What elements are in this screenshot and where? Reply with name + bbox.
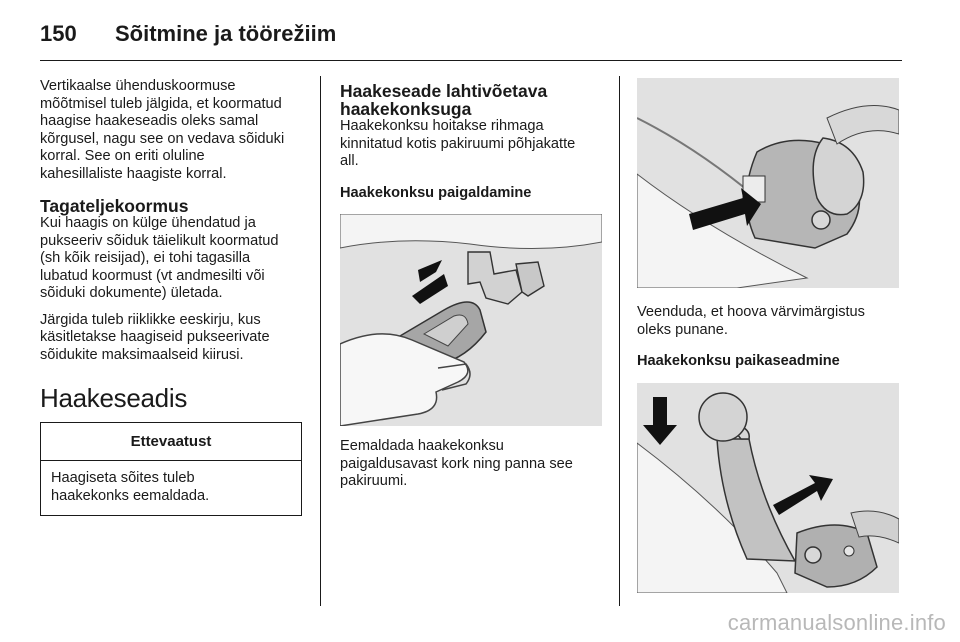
illustration-hitch-alignment [637, 383, 899, 593]
main-heading: Haakeseadis [40, 383, 188, 413]
page-header [40, 14, 336, 54]
header-rule [40, 60, 902, 61]
right-column [637, 78, 902, 593]
column-divider [320, 76, 321, 606]
illustration-hitch-socket [637, 78, 899, 288]
section-heading: Tagateljekoormus [40, 196, 189, 216]
illustration-hitch-cap-removal [340, 214, 602, 426]
chapter-title: Sõitmine ja töörežiim [115, 21, 337, 46]
middle-column [340, 78, 605, 500]
intro-paragraph: Haakekonksu hoitakse rihmaga kinnitatud kotis pakiruumi põhjakatte all. [340, 118, 576, 169]
image-caption: Eemaldada haakekonksu paigaldusavast kork ning panna see pakiruumi. [340, 438, 573, 489]
left-column [40, 78, 310, 516]
subheading: Haakekonksu paigaldamine [340, 184, 532, 201]
column-divider [619, 76, 620, 606]
section-heading: Haakeseade lahtivõetava haakekonksuga [340, 81, 548, 119]
watermark: carmanualsonline.info [727, 610, 946, 635]
intro-paragraph: Vertikaalse ühenduskoormuse mõõtmisel tuleb jälgida, et koormatud haagise haakeseadis oleks samal kõrgusel, nagu see on vedava sõiduki korral. See on eriti oluline kahesillaliste haagiste korral. [40, 78, 285, 182]
caution-title: Ettevaatust [41, 423, 301, 462]
section-paragraph: Kui haagis on külge ühendatud ja pukseeriv sõiduk täielikult koormatud (sh kõik reisijad), ei tohi tagasilla lubatud koormust (vt andmesilti või sõiduki dokumente) ületada. [40, 215, 279, 301]
caution-text: Haagiseta sõites tuleb haakekonks eemaldada. [51, 470, 210, 504]
image-caption: Veenduda, et hoova värvimärgistus oleks punane. [637, 304, 865, 338]
rules-paragraph: Järgida tuleb riiklikke eeskirju, kus käsitletakse haagiseid pukseerivate sõidukite maksimaalseid kiirusi. [40, 311, 270, 363]
page-number: 150 [40, 21, 77, 46]
caution-box [40, 422, 302, 517]
subheading: Haakekonksu paikaseadmine [637, 353, 840, 369]
